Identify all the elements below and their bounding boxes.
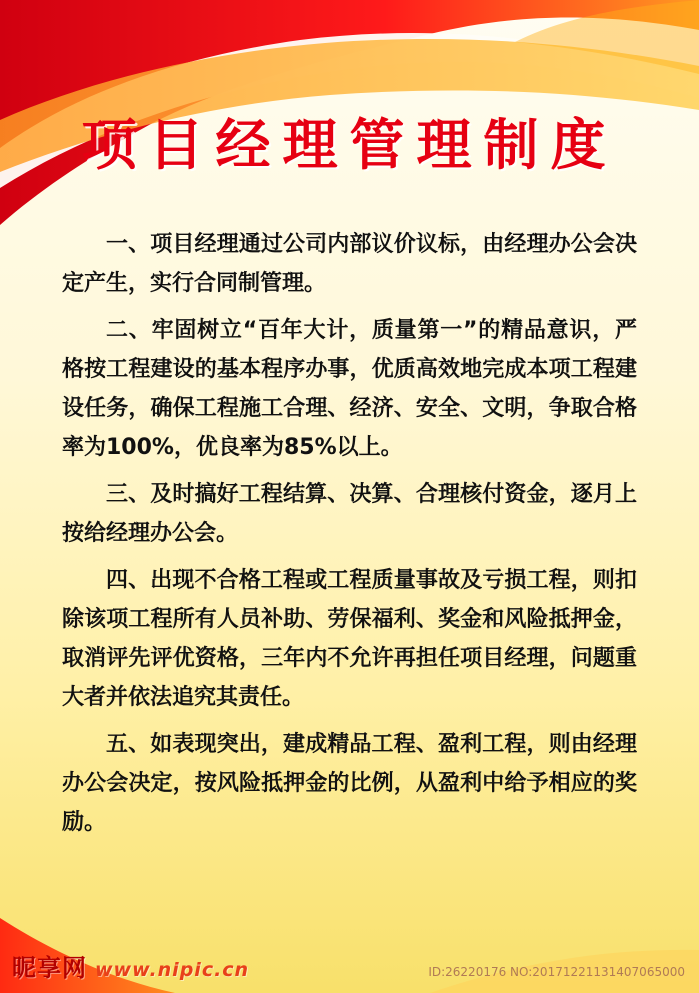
rule-paragraph-3: 三、及时搞好工程结算、决算、合理核付资金，逐月上按给经理办公会。 bbox=[62, 482, 637, 546]
watermark-site-text: www.nipic.cn bbox=[95, 959, 250, 981]
watermark-brand-text: 昵享网 bbox=[12, 954, 87, 982]
rule-paragraph-5: 五、如表现突出，建成精品工程、盈利工程，则由经理办公会决定，按风险抵押金的比例，从盈利中给予相应的奖励。 bbox=[62, 732, 637, 835]
rules-content bbox=[62, 225, 637, 850]
rule-paragraph-1: 一、项目经理通过公司内部议价议标，由经理办公会决定产生，实行合同制管理。 bbox=[62, 232, 637, 296]
watermark-brand bbox=[12, 948, 249, 983]
watermark-id: ID:26220176 NO:20171221131407065000 bbox=[428, 965, 685, 979]
page-title: 项目经理管理制度 bbox=[81, 113, 618, 177]
rule-paragraph-2: 二、牢固树立“百年大计，质量第一”的精品意识，严格按工程建设的基本程序办事，优质高效地完成本项工程建设任务，确保工程施工合理、经济、安全、文明，争取合格率为100%，优良率为85%以上。 bbox=[62, 318, 637, 460]
rule-paragraph-4: 四、出现不合格工程或工程质量事故及亏损工程，则扣除该项工程所有人员补助、劳保福利、奖金和风险抵押金，取消评先评优资格，三年内不允许再担任项目经理，问题重大者并依法追究其责任。 bbox=[62, 568, 637, 710]
